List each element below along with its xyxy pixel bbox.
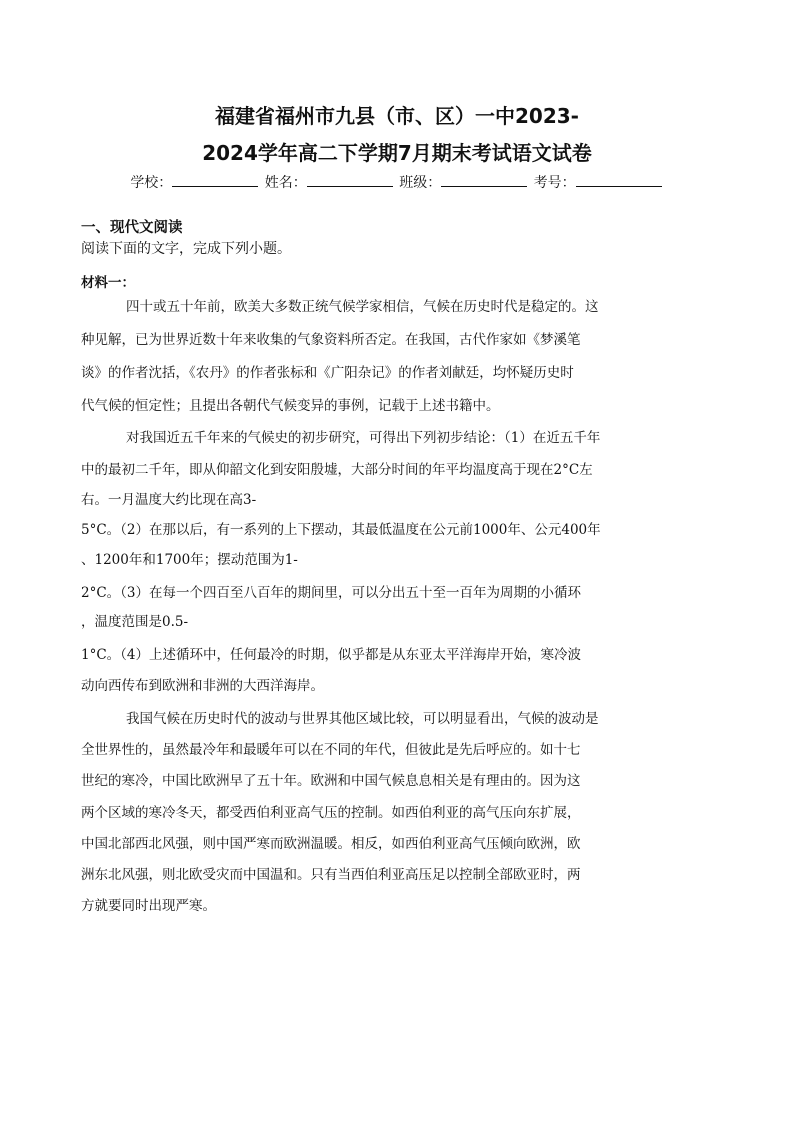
text-line: 动向西传布到欧洲和非洲的大西洋海岸。 bbox=[81, 678, 324, 694]
text-line: 中国北部西北风强，则中国严寒而欧洲温暖。相反，如西伯利亚高气压倾向欧洲，欧 bbox=[81, 836, 581, 852]
text-line: 、1200年和1700年；摆动范围为1- bbox=[81, 552, 298, 568]
name-label: 姓名： bbox=[264, 175, 307, 191]
text-line: 对我国近五千年来的气候史的初步研究，可得出下列初步结论：（1）在近五千年 bbox=[126, 430, 601, 446]
text-line: 右。一月温度大约比现在高3- bbox=[81, 492, 257, 508]
text-line: 1°C。（4）上述循环中，任何最冷的时期，似乎都是从东亚太平洋海岸开始，寒冷波 bbox=[81, 647, 582, 663]
text-line: 洲东北风强，则北欧受灾而中国温和。只有当西伯利亚高压足以控制全部欧亚时，两 bbox=[81, 867, 581, 883]
text-line: 2°C。（3）在每一个四百至八百年的期间里，可以分出五十至一百年为周期的小循环 bbox=[81, 585, 582, 601]
text-line: 世纪的寒冷，中国比欧洲早了五十年。欧洲和中国气候息息相关是有理由的。因为这 bbox=[81, 773, 581, 789]
text-line: 方就要同时出现严寒。 bbox=[81, 898, 216, 914]
text-line: 我国气候在历史时代的波动与世界其他区域比较，可以明显看出，气候的波动是 bbox=[126, 711, 599, 727]
exam-title-line-1: 福建省福州市九县（市、区）一中2023- bbox=[215, 104, 579, 128]
school-label: 学校： bbox=[130, 175, 173, 191]
reading-instruction: 阅读下面的文字，完成下列小题。 bbox=[81, 241, 291, 257]
class-blank bbox=[441, 173, 527, 187]
name-blank bbox=[307, 173, 393, 187]
number-label: 考号： bbox=[533, 175, 576, 191]
class-label: 班级： bbox=[399, 175, 442, 191]
text-line: ，温度范围是0.5- bbox=[81, 614, 189, 630]
text-line: 代气候的恒定性；且提出各朝代气候变异的事例，记载于上述书籍中。 bbox=[81, 398, 500, 414]
text-line: 种见解，已为世界近数十年来收集的气象资料所否定。在我国，古代作家如《梦溪笔 bbox=[81, 332, 581, 348]
exam-title-line-2: 2024学年高二下学期7月期末考试语文试卷 bbox=[202, 141, 592, 165]
student-info-row bbox=[0, 172, 794, 192]
school-blank bbox=[172, 173, 258, 187]
text-line: 两个区域的寒冷冬天，都受西伯利亚高气压的控制。如西伯利亚的高气压向东扩展， bbox=[81, 805, 581, 821]
text-line: 四十或五十年前，欧美大多数正统气候学家相信，气候在历史时代是稳定的。这 bbox=[126, 299, 599, 315]
number-blank bbox=[576, 173, 662, 187]
text-line: 中的最初二千年，即从仰韶文化到安阳殷墟，大部分时间的年平均温度高于现在2°C左 bbox=[81, 462, 593, 478]
material-label: 材料一： bbox=[81, 275, 135, 291]
text-line: 全世界性的，虽然最冷年和最暖年可以在不同的年代，但彼此是先后呼应的。如十七 bbox=[81, 742, 581, 758]
section-heading: 一、现代文阅读 bbox=[81, 220, 183, 236]
text-line: 谈》的作者沈括，《农丹》的作者张标和《广阳杂记》的作者刘献廷，均怀疑历史时 bbox=[81, 365, 574, 381]
text-line: 5°C。（2）在那以后，有一系列的上下摆动，其最低温度在公元前1000年、公元400年 bbox=[81, 522, 601, 538]
